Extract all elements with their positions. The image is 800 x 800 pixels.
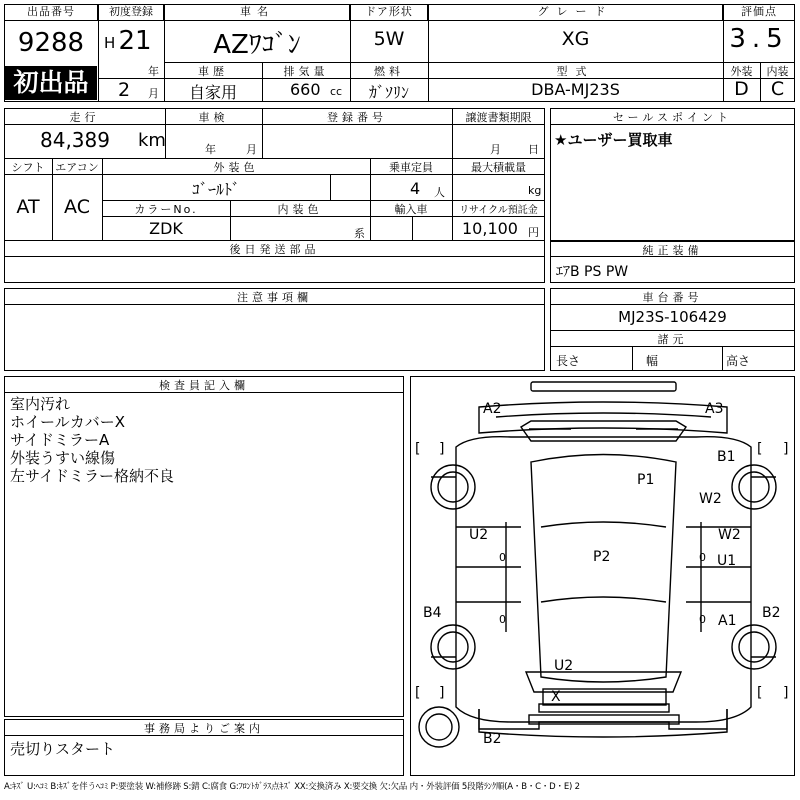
- inspection-year-unit: 年: [205, 143, 216, 156]
- length-label: 長さ: [556, 354, 581, 368]
- mark-a1: A1: [718, 613, 737, 629]
- ext-value: D: [734, 78, 749, 100]
- inspection-header: 車検: [198, 111, 229, 124]
- mileage-value: 84,389: [40, 128, 110, 152]
- fuel-header: 燃料: [374, 65, 404, 78]
- int-color-header: 内装色: [277, 203, 323, 216]
- mark-u2-left: U2: [469, 527, 489, 543]
- load-header: 最大積載量: [471, 161, 526, 174]
- mark-b1: B1: [717, 449, 736, 465]
- bracket-open-4: [: [757, 685, 763, 701]
- capacity-unit: 人: [434, 186, 445, 199]
- inspector-note: サイドミラーA: [10, 431, 110, 449]
- mark-u2-rear: U2: [554, 658, 574, 674]
- transfer-month-unit: 月: [490, 143, 501, 156]
- reg-year-unit: 年: [148, 65, 159, 78]
- history-header: 車歴: [198, 65, 228, 78]
- color-value: ｺﾞｰﾙﾄﾞ: [191, 180, 240, 199]
- mark-p2: P2: [593, 549, 611, 565]
- color-no-value: ZDK: [149, 219, 183, 238]
- first-reg-header: 初度登録: [98, 4, 164, 21]
- caution-header: 注意事項欄: [237, 291, 312, 304]
- ac-header: エアコン: [55, 161, 99, 174]
- transfer-header: 譲渡書類期限: [465, 111, 532, 124]
- inspector-note: 室内汚れ: [10, 395, 71, 413]
- bracket-close-1: ]: [439, 441, 445, 457]
- lot-no-value: 9288: [17, 28, 85, 58]
- bracket-open-2: [: [757, 441, 763, 457]
- capacity-value: 4: [410, 179, 421, 198]
- width-label: 幅: [646, 354, 659, 368]
- bracket-close-3: ]: [439, 685, 445, 701]
- mark-u1: U1: [717, 553, 737, 569]
- model-value: DBA-MJ23S: [531, 80, 620, 99]
- color-no-header: カラーNo.: [134, 203, 198, 216]
- car-outline-svg: [411, 377, 796, 777]
- mark-b4: B4: [423, 605, 442, 621]
- zero-left-1: 0: [499, 551, 506, 564]
- bracket-open-3: [: [415, 685, 421, 701]
- inspector-header: 検査員記入欄: [159, 379, 249, 392]
- grade-header: グレード: [428, 4, 723, 21]
- transfer-day-unit: 日: [528, 143, 539, 156]
- mark-w2-upper: W2: [699, 491, 722, 507]
- lot-no-header: 出品番号: [4, 4, 98, 21]
- mark-w2-right: W2: [718, 527, 741, 543]
- mileage-unit: km: [138, 130, 166, 151]
- inspection-month-unit: 月: [246, 143, 257, 156]
- equipment-header: 純正装備: [642, 244, 703, 257]
- cc-value: 660: [290, 80, 321, 99]
- chassis-value: MJ23S-106429: [618, 308, 727, 326]
- bracket-open-1: [: [415, 441, 421, 457]
- bracket-close-2: ]: [783, 441, 789, 457]
- height-label: 高さ: [726, 354, 751, 368]
- mark-x: X: [551, 689, 561, 705]
- damage-diagram: [410, 376, 795, 776]
- mark-a3: A3: [705, 401, 724, 417]
- mark-p1: P1: [637, 472, 655, 488]
- model-header: 型式: [556, 65, 595, 78]
- fuel-value: ｶﾞｿﾘﾝ: [368, 83, 409, 102]
- reg-month-unit: 月: [148, 87, 159, 100]
- zero-left-2: 0: [499, 613, 506, 626]
- legend-footer: A:ｷｽﾞ U:ﾍｺﾐ B:ｷｽﾞを伴うﾍｺﾐ P:要塗装 W:補修跡 S:錆 C:腐食 G:ﾌﾛﾝﾄｶﾞﾗｽ点ｷｽﾞ XX:交換済み X:要交換 欠:欠品 内・外装評価 5段階ﾗﾝｸ順(A・B・C・D・E) 2: [4, 782, 580, 792]
- equipment-text: ｴｱB PS PW: [556, 264, 629, 280]
- first-listing-badge: 初出品: [5, 66, 97, 100]
- door-value: 5W: [373, 28, 405, 50]
- recycle-value: 10,100: [462, 219, 518, 238]
- load-unit: kg: [528, 184, 542, 197]
- car-name-header: 車名: [164, 4, 350, 21]
- capacity-header: 乗車定員: [389, 161, 433, 174]
- grade-value: XG: [561, 28, 590, 50]
- shift-value: AT: [16, 196, 40, 218]
- inspector-note: ホイールカバーX: [10, 413, 125, 431]
- ext-header: 外装: [730, 65, 753, 78]
- mark-b2-bottom: B2: [483, 731, 502, 747]
- import-header: 輸入車: [394, 203, 428, 216]
- mileage-header: 走行: [69, 111, 100, 124]
- ac-value: AC: [64, 196, 90, 218]
- reg-month: 2: [118, 79, 131, 101]
- cc-unit: cc: [330, 85, 343, 98]
- int-value: C: [770, 78, 785, 100]
- sales-point-box: [550, 108, 795, 241]
- car-name-value: AZﾜｺﾞﾝ: [213, 30, 301, 60]
- mark-a2: A2: [483, 401, 502, 417]
- bracket-close-4: ]: [783, 685, 789, 701]
- int-color-unit: 系: [354, 227, 365, 240]
- door-header: ドア形状: [350, 4, 428, 21]
- score-value: 3.5: [729, 24, 789, 54]
- chassis-header: 車台番号: [642, 291, 703, 304]
- zero-right-2: 0: [699, 613, 706, 626]
- color-header: 外装色: [213, 161, 259, 174]
- int-header: 内装: [766, 65, 789, 78]
- cc-header: 排気量: [283, 65, 329, 78]
- shift-header: シフト: [11, 161, 45, 174]
- later-parts-header: 後日発送部品: [229, 243, 320, 256]
- office-text: 売切りスタート: [10, 740, 116, 758]
- recycle-unit: 円: [528, 226, 539, 239]
- inspector-note: 左サイドミラー格納不良: [10, 467, 174, 485]
- regno-header: 登録番号: [327, 111, 387, 124]
- spec-header: 諸元: [657, 333, 688, 346]
- mark-b2-right: B2: [762, 605, 781, 621]
- zero-right-1: 0: [699, 551, 706, 564]
- inspector-note: 外装うすい線傷: [10, 449, 116, 467]
- era-letter: H: [104, 34, 116, 52]
- score-header: 評価点: [723, 4, 795, 21]
- office-header: 事務局よりご案内: [144, 722, 264, 735]
- history-value: 自家用: [188, 83, 237, 102]
- inspector-notes: [10, 395, 174, 485]
- reg-year: 21: [118, 26, 152, 56]
- sales-point-text: ★ユーザー買取車: [554, 131, 673, 149]
- sales-point-header: セールスポイント: [612, 111, 732, 124]
- recycle-header: リサイクル預託金: [459, 205, 538, 216]
